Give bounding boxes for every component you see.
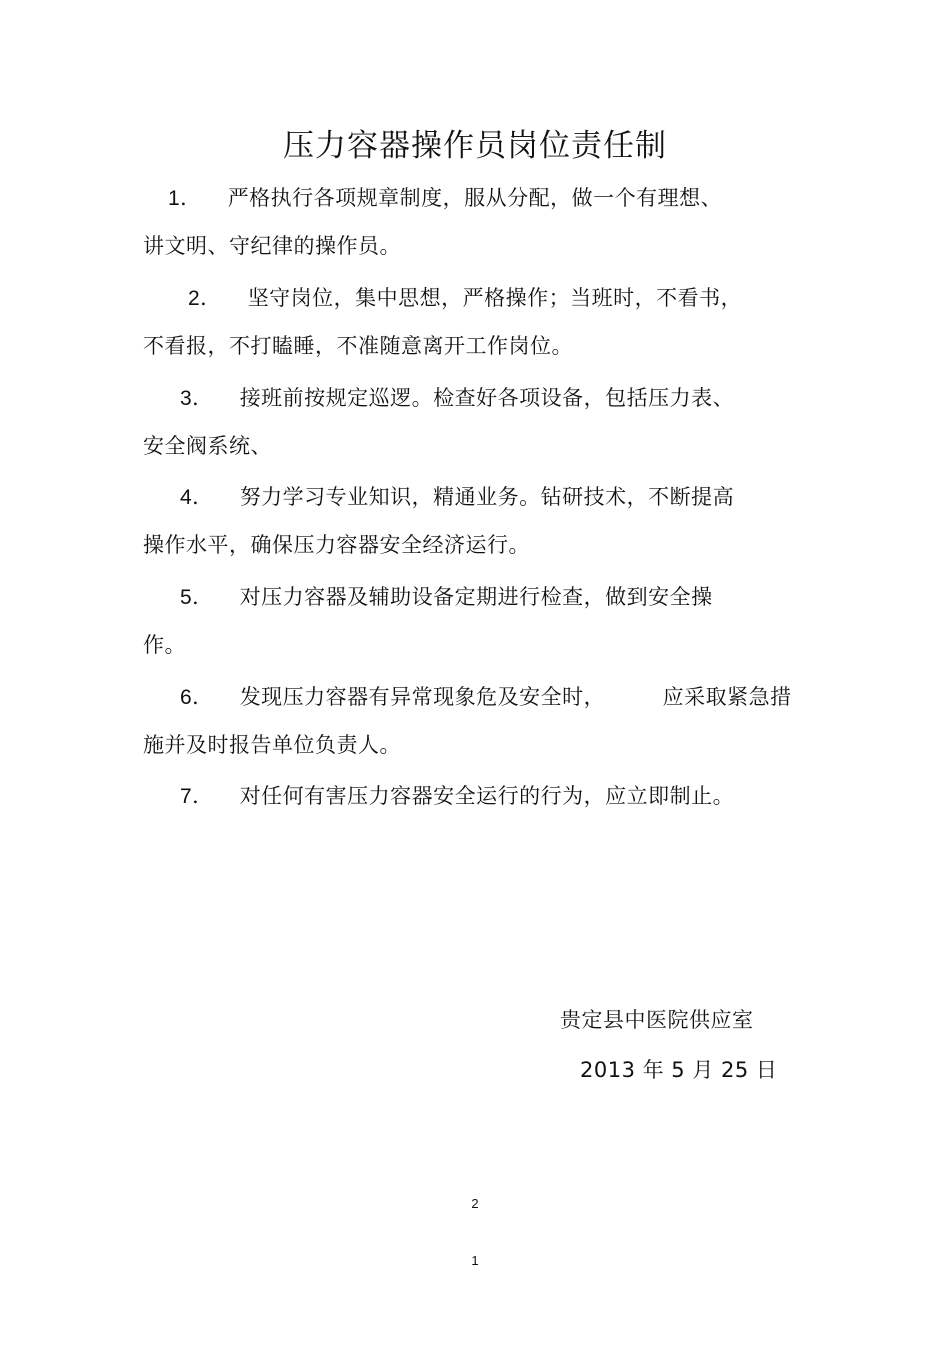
item-3-text: 接班前按规定巡逻。检查好各项设备，包括压力表、 xyxy=(239,386,735,410)
item-1-second-line: 讲文明、守纪律的操作员。 xyxy=(143,234,401,258)
item-6-first-line xyxy=(180,681,792,711)
item-3-number: 3． xyxy=(180,387,214,410)
item-3-second-line: 安全阀系统、 xyxy=(143,434,272,458)
item-3-first-line xyxy=(180,382,734,412)
item-5-number: 5． xyxy=(180,586,214,609)
item-5-second-line: 作。 xyxy=(143,633,186,657)
signature-organization: 贵定县中医院供应室 xyxy=(560,1008,754,1032)
item-5-text: 对压力容器及辅助设备定期进行检查，做到安全操 xyxy=(239,585,713,609)
item-4-first-line xyxy=(180,481,734,511)
item-6-text: 发现压力容器有异常现象危及安全时， 应采取紧急措 xyxy=(239,685,792,709)
item-2-text: 坚守岗位，集中思想，严格操作；当班时，不看书， xyxy=(247,286,743,310)
item-1-number: 1． xyxy=(168,187,202,210)
page-number-lower: 1 xyxy=(471,1253,479,1268)
item-5-first-line xyxy=(180,581,713,611)
item-2-first-line xyxy=(188,282,742,312)
item-2-number: 2． xyxy=(188,287,222,310)
item-2-second-line: 不看报，不打瞌睡，不准随意离开工作岗位。 xyxy=(143,334,573,358)
document-title: 压力容器操作员岗位责任制 xyxy=(283,128,667,164)
item-6-number: 6． xyxy=(180,686,214,709)
signature-date: 2013 年 5 月 25 日 xyxy=(580,1058,778,1082)
item-7-number: 7． xyxy=(180,785,214,808)
item-4-text: 努力学习专业知识，精通业务。钻研技术，不断提高 xyxy=(239,485,735,509)
item-6-second-line: 施并及时报告单位负责人。 xyxy=(143,733,401,757)
page-number-upper: 2 xyxy=(471,1196,479,1211)
item-1-text: 严格执行各项规章制度，服从分配，做一个有理想、 xyxy=(227,186,723,210)
item-4-number: 4． xyxy=(180,486,214,509)
item-7-text: 对任何有害压力容器安全运行的行为，应立即制止。 xyxy=(239,784,735,808)
item-7-first-line xyxy=(180,780,734,810)
item-4-second-line: 操作水平，确保压力容器安全经济运行。 xyxy=(143,533,530,557)
item-1-first-line xyxy=(168,182,722,212)
